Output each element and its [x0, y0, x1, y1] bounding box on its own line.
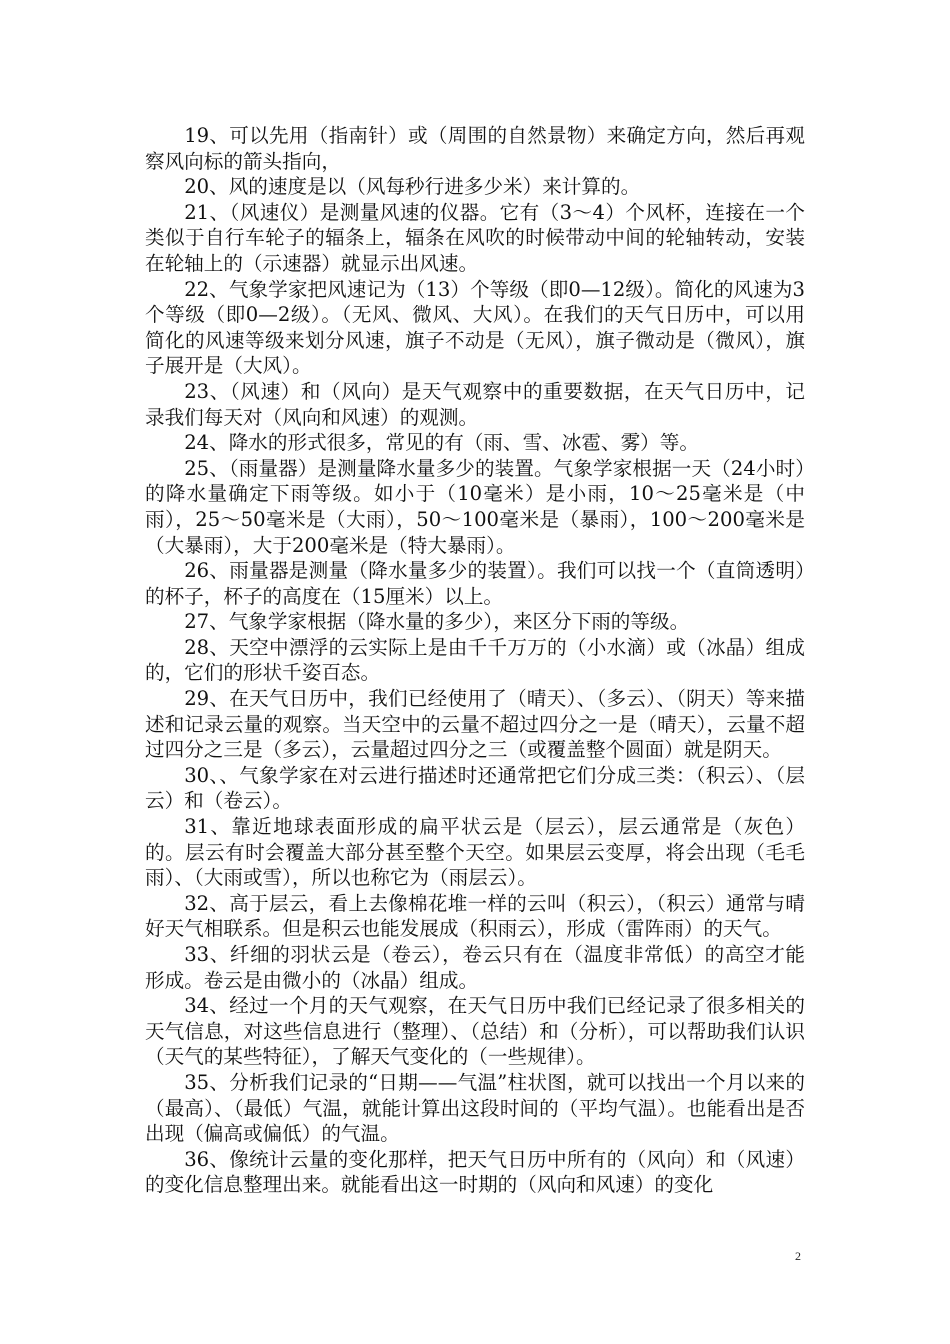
paragraph-28: 28、天空中漂浮的云实际上是由千千万万的（小水滴）或（冰晶）组成的，它们的形状千姿百态。 [145, 635, 805, 685]
paragraph-34: 34、经过一个月的天气观察，在天气日历中我们已经记录了很多相关的天气信息，对这些信息进行（整理）、（总结）和（分析），可以帮助我们认识（天气的某些特征），了解天气变化的（一些规律）。 [145, 994, 805, 1069]
paragraph-36: 36、像统计云量的变化那样，把天气日历中所有的（风向）和（风速）的变化信息整理出来。就能看出这一时期的（风向和风速）的变化 [145, 1147, 805, 1197]
paragraph-30: 30、、气象学家在对云进行描述时还通常把它们分成三类：（积云）、（层云）和（卷云）。 [145, 763, 805, 813]
paragraph-33: 33、纤细的羽状云是（卷云），卷云只有在（温度非常低）的高空才能形成。卷云是由微小的（冰晶）组成。 [145, 943, 805, 992]
paragraph-35: 35、分析我们记录的“日期——气温”柱状图，就可以找出一个月以来的（最高）、（最低）气温，就能计算出这段时间的（平均气温）。也能看出是否出现（偏高或偏低）的气温。 [145, 1070, 805, 1146]
page-number: 2 [795, 1249, 801, 1263]
paragraph-25: 25、（雨量器）是测量降水量多少的装置。气象学家根据一天（24小时）的降水量确定下雨等级。如小于（10毫米）是小雨，10～25毫米是（中雨），25～50毫米是（大雨），50～100毫米是（暴雨），100～200毫米是（大暴雨），大于200毫米是（特大暴雨）。 [145, 456, 805, 557]
paragraph-21: 21、（风速仪）是测量风速的仪器。它有（3～4）个风杯，连接在一个类似于自行车轮子的辐条上，辐条在风吹的时候带动中间的轮轴转动，安装在轮轴上的（示速器）就显示出风速。 [145, 200, 805, 275]
paragraph-27: 27、气象学家根据（降水量的多少），来区分下雨的等级。 [184, 610, 690, 634]
paragraph-29: 29、在天气日历中，我们已经使用了（晴天）、（多云）、（阴天）等来描述和记录云量的观察。当天空中的云量不超过四分之一是（晴天），云量不超过四分之三是（多云），云量超过四分之三（或覆盖整个圆面）就是阴天。 [145, 687, 805, 762]
paragraph-20: 20、风的速度是以（风每秒行进多少米）来计算的。 [184, 175, 641, 199]
document-body [145, 123, 805, 1198]
paragraph-24: 24、降水的形式很多，常见的有（雨、雪、冰雹、雾）等。 [184, 431, 699, 455]
paragraph-31: 31、靠近地球表面形成的扁平状云是（层云），层云通常是（灰色）的。层云有时会覆盖大部分甚至整个天空。如果层云变厚，将会出现（毛毛雨）、（大雨或雪），所以也称它为（雨层云）。 [145, 815, 805, 890]
paragraph-32: 32、高于层云，看上去像棉花堆一样的云叫（积云），（积云）通常与晴好天气相联系。但是积云也能发展成（积雨云），形成（雷阵雨）的天气。 [145, 891, 805, 941]
paragraph-23: 23、（风速）和（风向）是天气观察中的重要数据，在天气日历中，记录我们每天对（风向和风速）的观测。 [145, 379, 805, 429]
paragraph-26: 26、雨量器是测量（降水量多少的装置）。我们可以找一个（直筒透明）的杯子，杯子的高度在（15厘米）以上。 [145, 559, 805, 608]
paragraph-19: 19、可以先用（指南针）或（周围的自然景物）来确定方向，然后再观察风向标的箭头指向， [145, 124, 805, 173]
paragraph-22: 22、气象学家把风速记为（13）个等级（即0—12级）。简化的风速为3个等级（即0—2级）。（无风、微风、大风）。在我们的天气日历中，可以用简化的风速等级来划分风速，旗子不动是（无风），旗子微动是（微风），旗子展开是（大风）。 [145, 277, 805, 378]
